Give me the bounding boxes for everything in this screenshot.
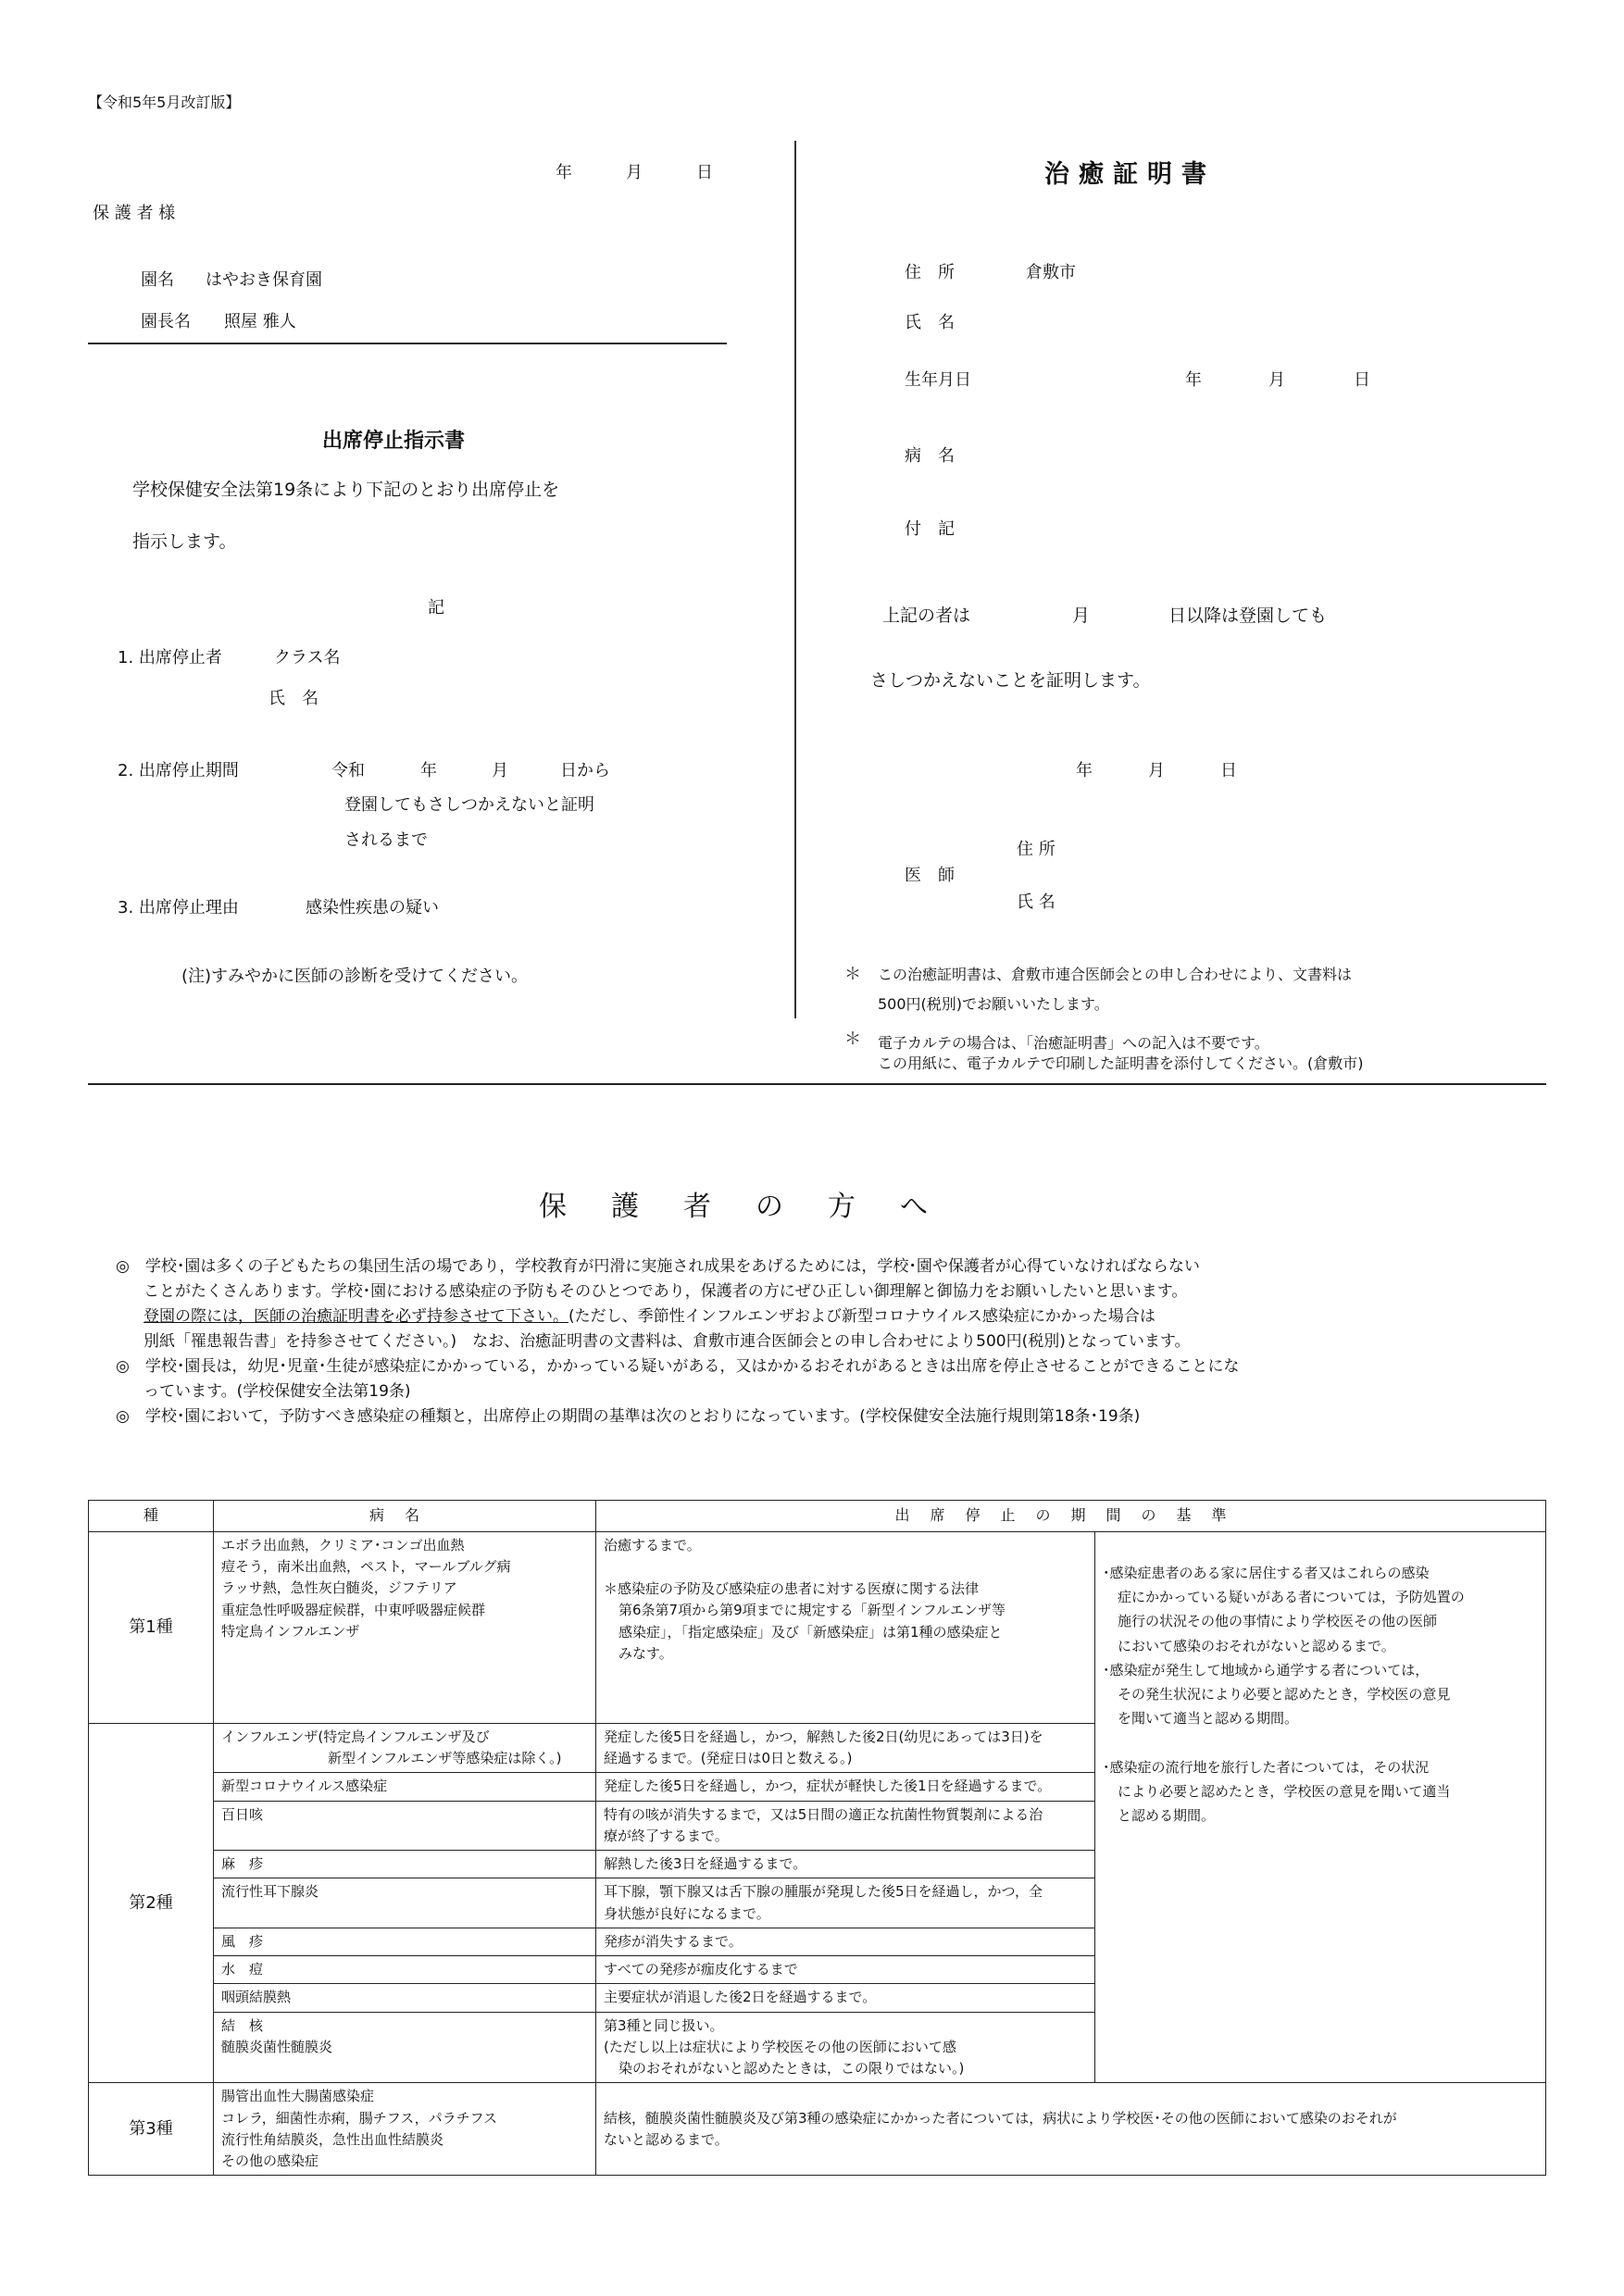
table-header-row xyxy=(89,1501,1546,1532)
item2-label: 2. 出席停止期間 xyxy=(118,761,239,780)
director-label: 園長名 xyxy=(141,312,191,331)
table-cell-disease: 流行性耳下腺炎 xyxy=(214,1878,596,1928)
notice-title: 保護者の方へ xyxy=(539,1191,972,1223)
note-line: ･感染症が発生して地域から通学する者については， xyxy=(1103,1661,1430,1678)
guardian-salutation: 保 護 者 様 xyxy=(93,204,176,223)
date-day: 日 xyxy=(696,163,713,182)
infection-criteria-table xyxy=(88,1500,1546,2176)
item2-day: 日から xyxy=(560,761,610,780)
footnote2-line1: 電子カルテの場合は、「治癒証明書」への記入は不要です。 xyxy=(878,1034,1269,1052)
birth-month: 月 xyxy=(1268,370,1285,390)
header-disease: 病名 xyxy=(214,1501,596,1532)
table-cell-criteria xyxy=(596,1801,1095,1851)
criteria-line: ないと認めるまで。 xyxy=(604,2130,729,2148)
category-2: 第2種 xyxy=(89,1723,214,2083)
criteria-line: (ただし以上は症状により学校医その他の医師において感 xyxy=(604,2038,956,2055)
table-row xyxy=(89,1531,1546,1723)
footnote1-line2: 500円(税別)でお願いいたします。 xyxy=(878,995,1109,1013)
item1-label: 1. 出席停止者 xyxy=(118,648,222,668)
footnote1-line1: この治癒証明書は、倉敷市連合医師会との申し合わせにより、文書料は xyxy=(878,966,1353,983)
cert-line1-month: 月 xyxy=(1072,605,1091,626)
cert-line1-a: 上記の者は xyxy=(882,605,971,626)
note-line: その発生状況により必要と認めたとき，学校医の意見 xyxy=(1118,1686,1451,1703)
footnote2-line2: この用紙に、電子カルテで印刷した証明書を添付してください。(倉敷市) xyxy=(878,1054,1364,1072)
table-cell-criteria xyxy=(596,1723,1095,1773)
table-cell-disease: 咽頭結膜熱 xyxy=(214,1984,596,2012)
cert-line1-c: 日以降は登園しても xyxy=(1168,605,1328,626)
criteria-line: 身状態が良好になるまで。 xyxy=(604,1904,770,1922)
cert-date-year: 年 xyxy=(1076,761,1093,780)
school-name: はやおき保育園 xyxy=(206,270,322,290)
criteria-line: 結核，髄膜炎菌性髄膜炎及び第3種の感染症にかかった者については，病状により学校医･その他の医師において感染のおそれが xyxy=(604,2109,1397,2127)
list-item: その他の感染症 xyxy=(221,2152,319,2170)
disease-label: 病 名 xyxy=(905,446,955,466)
list-item: エボラ出血熱，クリミア･コンゴ出血熱 xyxy=(221,1536,465,1554)
item1-name-label: 氏 名 xyxy=(269,689,319,708)
table-cell-disease: 水 痘 xyxy=(214,1956,596,1984)
table-cell-criteria: すべての発疹が痂皮化するまで xyxy=(596,1956,1095,1984)
notice-p2-line2: っています。(学校保健安全法第19条) xyxy=(144,1382,411,1401)
header-criteria: 出席停止の期間の基準 xyxy=(596,1501,1546,1532)
list-item: 流行性角結膜炎，急性出血性結膜炎 xyxy=(221,2130,444,2148)
order-body-line2: 指示します。 xyxy=(132,531,237,552)
address-label: 住 所 xyxy=(905,263,955,282)
criteria-line: みなす。 xyxy=(618,1644,673,1662)
criteria-line: 発症した後5日を経過し，かつ，解熱した後2日(幼児にあっては3日)を xyxy=(604,1728,1043,1745)
list-item: 痘そう，南米出血熱，ペスト，マールブルグ病 xyxy=(221,1558,511,1576)
item3-value: 感染性疾患の疑い xyxy=(306,898,439,917)
cert-date-day: 日 xyxy=(1220,761,1237,780)
note-line: により必要と認めたとき，学校医の意見を聞いて適当 xyxy=(1118,1782,1451,1800)
item1-class-label: クラス名 xyxy=(274,648,341,668)
notice-p3-line1: ◎ 学校･園において，予防すべき感染症の種類と，出席停止の期間の基準は次のとおりになっています。(学校保健安全法施行規則第18条･19条) xyxy=(116,1407,1141,1426)
criteria-line: 経過するまで。(発症日は0日と数える。) xyxy=(604,1750,853,1767)
category-1-criteria xyxy=(596,1531,1095,1723)
notice-p1-line4: 別紙「罹患報告書」を持参させてください。) なお、治癒証明書の文書料は、倉敷市連合医師会との申し合わせにより500円(税別)となっています。 xyxy=(144,1332,1191,1351)
cert-line2: さしつかえないことを証明します。 xyxy=(870,670,1151,691)
table-cell-disease: 百日咳 xyxy=(214,1801,596,1851)
notice-p1-underlined: 登園の際には，医師の治癒証明書を必ず持参させて下さい。 xyxy=(144,1307,568,1326)
table-cell-criteria: 主要症状が消退した後2日を経過するまで。 xyxy=(596,1984,1095,2012)
ki-label: 記 xyxy=(428,598,444,618)
category-3-diseases xyxy=(214,2083,596,2176)
item3-label: 3. 出席停止理由 xyxy=(118,898,239,917)
certificate-title: 治癒証明書 xyxy=(1044,160,1216,189)
order-note: (注)すみやかに医師の診断を受けてください。 xyxy=(181,967,529,986)
note-line: ･感染症の流行地を旅行した者については，その状況 xyxy=(1103,1758,1430,1776)
revision-label: 【令和5年5月改訂版】 xyxy=(88,94,241,111)
date-year: 年 xyxy=(556,163,572,182)
footnote1-mark: ＊ xyxy=(844,965,861,984)
birth-year: 年 xyxy=(1185,370,1202,390)
table-cell-disease: 新型コロナウイルス感染症 xyxy=(214,1773,596,1801)
disease-name: 髄膜炎菌性髄膜炎 xyxy=(221,2038,333,2055)
note-line: において感染のおそれがないと認めるまで。 xyxy=(1118,1637,1395,1654)
criteria-line: 治癒するまで。 xyxy=(604,1536,701,1554)
disease-name: 結 核 xyxy=(221,2016,264,2034)
note-line: 施行の状況その他の事情により学校医その他の医師 xyxy=(1118,1613,1438,1630)
list-item: 重症急性呼吸器症候群，中東呼吸器症候群 xyxy=(221,1601,486,1618)
criteria-line: 第6条第7項から第9項までに規定する「新型インフルエンザ等 xyxy=(618,1602,1006,1619)
notice-p1-line3-rest: (ただし、季節性インフルエンザおよび新型コロナウイルス感染症にかかった場合は xyxy=(568,1307,1156,1326)
notice-p1-line1: ◎ 学校･園は多くの子どもたちの集団生活の場であり，学校教育が円滑に実施され成果をあげるためには，学校･園や保護者が心得ていなければならない xyxy=(116,1257,1200,1276)
order-body-line1: 学校保健安全法第19条により下記のとおり出席停止を xyxy=(132,480,560,500)
left-divider xyxy=(88,343,727,344)
note-line: と認める期間。 xyxy=(1118,1807,1216,1825)
criteria-line: 特有の咳が消失するまで，又は5日間の適正な抗菌性物質製剤による治 xyxy=(604,1805,1043,1823)
criteria-line: 療が終了するまで。 xyxy=(604,1827,729,1844)
item2-month: 月 xyxy=(492,761,508,780)
list-item: コレラ，細菌性赤痢，腸チフス，パラチフス xyxy=(221,2109,498,2127)
address-value: 倉敷市 xyxy=(1026,263,1076,282)
category-1-diseases xyxy=(214,1531,596,1723)
table-cell-disease xyxy=(214,1723,596,1773)
footnote2-mark: ＊ xyxy=(844,1029,861,1049)
doctor-name-label: 氏 名 xyxy=(1017,892,1056,912)
table-row xyxy=(89,2083,1546,2176)
doctor-address-label: 住 所 xyxy=(1017,840,1056,859)
header-category: 種 xyxy=(89,1501,214,1532)
criteria-line: 感染症」，「指定感染症」及び「新感染症」は第1種の感染症と xyxy=(618,1623,1003,1641)
criteria-line: 第3種と同じ扱い。 xyxy=(604,2016,724,2034)
section-divider xyxy=(88,1083,1546,1085)
notice-p2-line1: ◎ 学校･園長は，幼児･児童･生徒が感染症にかかっている，かかっている疑いがある，又はかかるおそれがあるときは出席を停止させることができることにな xyxy=(116,1357,1240,1376)
general-notes xyxy=(1095,1531,1546,2083)
criteria-line: 染のおそれがないと認めたときは，この限りではない。) xyxy=(618,2060,965,2078)
notice-p1-line3 xyxy=(144,1303,1156,1326)
item2-line2: 登園してもさしつかえないと証明 xyxy=(344,795,594,815)
item2-era: 令和 xyxy=(331,761,365,780)
table-cell-criteria xyxy=(596,2012,1095,2083)
list-item: 腸管出血性大腸菌感染症 xyxy=(221,2088,375,2105)
note-line: を聞いて適当と認める期間。 xyxy=(1118,1710,1299,1728)
birth-label: 生年月日 xyxy=(905,370,971,390)
note-line: ･感染症患者のある家に居住する者又はこれらの感染 xyxy=(1103,1564,1430,1581)
table-cell-criteria: 発症した後5日を経過し，かつ，症状が軽快した後1日を経過するまで。 xyxy=(596,1773,1095,1801)
table-cell-criteria: 発疹が消失するまで。 xyxy=(596,1928,1095,1955)
notice-p1-line2: ことがたくさんあります。学校･園における感染症の予防もそのひとつであり，保護者の方にぜひ正しい御理解と御協力をお願いしたいと思います。 xyxy=(144,1282,1188,1301)
list-item: ラッサ熱，急性灰白髄炎，ジフテリア xyxy=(221,1579,457,1597)
center-divider xyxy=(794,141,796,1018)
category-1: 第1種 xyxy=(89,1531,214,1723)
director-name: 照屋 雅人 xyxy=(224,312,296,331)
list-item: 特定鳥インフルエンザ xyxy=(221,1622,360,1640)
criteria-line: 耳下腺，顎下腺又は舌下腺の腫脹が発現した後5日を経過し，かつ，全 xyxy=(604,1883,1043,1901)
criteria-line: ＊感染症の予防及び感染症の患者に対する医療に関する法律 xyxy=(604,1580,980,1598)
cert-date-month: 月 xyxy=(1148,761,1165,780)
item2-year: 年 xyxy=(420,761,437,780)
doctor-label: 医 師 xyxy=(905,866,955,885)
order-title: 出席停止指示書 xyxy=(322,430,466,453)
disease-name: インフルエンザ(特定鳥インフルエンザ及び xyxy=(221,1728,490,1745)
name-label: 氏 名 xyxy=(905,313,955,332)
table-cell-disease: 麻 疹 xyxy=(214,1851,596,1878)
remarks-label: 付 記 xyxy=(905,519,955,539)
birth-day: 日 xyxy=(1354,370,1370,390)
table-cell-disease: 風 疹 xyxy=(214,1928,596,1955)
table-cell-criteria xyxy=(596,1878,1095,1928)
note-line: 症にかかっている疑いがある者については，予防処置の xyxy=(1118,1589,1465,1606)
date-month: 月 xyxy=(626,163,643,182)
school-label: 園名 xyxy=(141,270,174,290)
disease-name: 新型インフルエンザ等感染症は除く。) xyxy=(328,1750,562,1767)
item2-line3: されるまで xyxy=(344,830,428,850)
table-cell-disease xyxy=(214,2012,596,2083)
table-cell-criteria: 解熱した後3日を経過するまで。 xyxy=(596,1851,1095,1878)
category-3-criteria xyxy=(596,2083,1546,2176)
category-3: 第3種 xyxy=(89,2083,214,2176)
